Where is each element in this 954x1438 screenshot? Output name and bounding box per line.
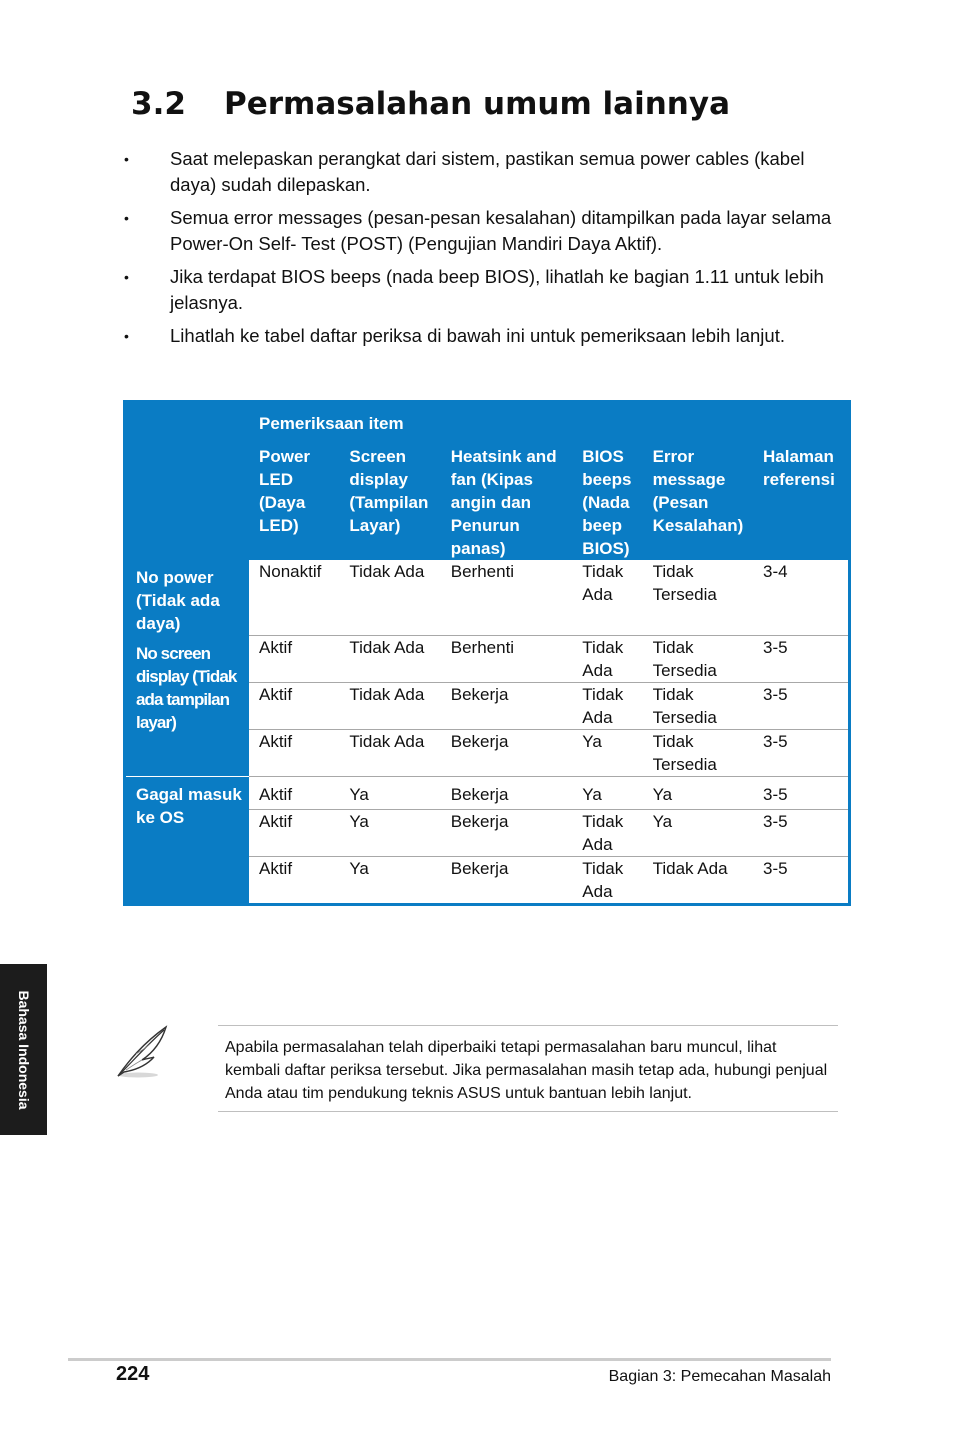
column-header-heatsink-fan: Heatsink and fan (Kipas angin dan Penurun panas) xyxy=(441,435,573,560)
bullet-text: Saat melepaskan perangkat dari sistem, pastikan semua power cables (kabel daya) sudah dilepaskan. xyxy=(170,148,805,195)
table-cell: Ya xyxy=(339,857,440,905)
table-cell: Tidak Ada xyxy=(339,683,440,730)
note-top-divider xyxy=(218,1025,838,1026)
table-cell: Bekerja xyxy=(441,857,573,905)
bullet-text: Semua error messages (pesan-pesan kesalahan) ditampilkan pada layar selama Power-On Self- Test (POST) (Pengujian Mandiri Daya Aktif). xyxy=(170,207,832,254)
table-corner-cell xyxy=(125,435,250,560)
bullet-marker: • xyxy=(124,210,129,226)
table-cell: Tidak Tersedia xyxy=(643,683,753,730)
table-row xyxy=(125,777,850,810)
bullet-item xyxy=(120,146,850,198)
table-cell: 3-5 xyxy=(753,810,849,857)
table-cell: 3-5 xyxy=(753,857,849,905)
table-cell: Tidak Ada xyxy=(339,730,440,777)
bullet-item xyxy=(120,264,850,316)
bullet-item xyxy=(120,205,850,257)
table-cell: Bekerja xyxy=(441,683,573,730)
table-cell: Bekerja xyxy=(441,777,573,810)
bullet-text: Lihatlah ke tabel daftar periksa di bawah ini untuk pemeriksaan lebih lanjut. xyxy=(170,325,785,346)
note-text: Apabila permasalahan telah diperbaiki tetapi permasalahan baru muncul, lihat kembali daftar periksa tersebut. Jika permasalahan masih tetap ada, hubungi penjual Anda atau tim pendukung teknis ASUS untuk bantuan lebih lanjut. xyxy=(225,1039,828,1102)
table-cell: Tidak Ada xyxy=(572,636,642,683)
table-corner-cell xyxy=(125,402,250,436)
bullet-text: Jika terdapat BIOS beeps (nada beep BIOS), lihatlah ke bagian 1.11 untuk lebih jelasnya. xyxy=(170,266,824,313)
table-cell: Ya xyxy=(572,730,642,777)
section-heading xyxy=(131,86,730,122)
bullet-item xyxy=(120,323,850,349)
bullet-list xyxy=(120,146,850,356)
table-cell: Aktif xyxy=(249,730,339,777)
table-group-header-row xyxy=(125,402,850,436)
table-cell: Ya xyxy=(339,810,440,857)
column-header-power-led: Power LED (Daya LED) xyxy=(249,435,339,560)
table-cell: Bekerja xyxy=(441,810,573,857)
table-cell: Ya xyxy=(339,777,440,810)
column-header-bios-beeps: BIOS beeps (Nada beep BIOS) xyxy=(572,435,642,560)
table-cell: Aktif xyxy=(249,777,339,810)
table-cell: 3-5 xyxy=(753,777,849,810)
table-cell: Tidak Ada xyxy=(572,560,642,636)
table-cell: Nonaktif xyxy=(249,560,339,636)
bullet-marker: • xyxy=(124,269,129,285)
column-header-error-message: Error message (Pesan Kesalahan) xyxy=(643,435,753,560)
table-cell: Aktif xyxy=(249,636,339,683)
bullet-marker: • xyxy=(124,328,129,344)
table-cell: 3-4 xyxy=(753,560,849,636)
note-bottom-divider xyxy=(218,1111,838,1112)
table-cell: 3-5 xyxy=(753,683,849,730)
feather-pen-icon xyxy=(112,1022,172,1082)
column-header-screen-display: Screen display (Tampilan Layar) xyxy=(339,435,440,560)
table-cell: Tidak Tersedia xyxy=(643,560,753,636)
table-cell: Ya xyxy=(572,777,642,810)
section-title: Permasalahan umum lainnya xyxy=(224,86,730,122)
table-group-header: Pemeriksaan item xyxy=(249,402,850,436)
bullet-marker: • xyxy=(124,151,129,167)
table-row xyxy=(125,560,850,636)
table-cell: Ya xyxy=(643,810,753,857)
checklist-table xyxy=(123,400,851,906)
table-cell: Ya xyxy=(643,777,753,810)
table-cell: Tidak Ada xyxy=(572,857,642,905)
table-cell: Tidak Tersedia xyxy=(643,636,753,683)
language-side-tab xyxy=(0,964,47,1135)
table-cell: Tidak Ada xyxy=(572,810,642,857)
table-cell: Tidak Tersedia xyxy=(643,730,753,777)
table-cell: Tidak Ada xyxy=(572,683,642,730)
table-cell: Berhenti xyxy=(441,560,573,636)
footer-chapter: Bagian 3: Pemecahan Masalah xyxy=(608,1368,831,1385)
footer-divider xyxy=(68,1358,831,1361)
table-cell: Aktif xyxy=(249,857,339,905)
table-row xyxy=(125,636,850,683)
side-tab-label: Bahasa Indonesia xyxy=(15,989,32,1110)
table-cell: Aktif xyxy=(249,683,339,730)
table-cell: Tidak Ada xyxy=(643,857,753,905)
table-cell: Tidak Ada xyxy=(339,560,440,636)
table-cell: Bekerja xyxy=(441,730,573,777)
table-cell: Aktif xyxy=(249,810,339,857)
table-cell: Tidak Ada xyxy=(339,636,440,683)
table-cell: 3-5 xyxy=(753,730,849,777)
column-header-reference-page: Halaman referensi xyxy=(753,435,849,560)
table-column-header-row xyxy=(125,435,850,560)
row-group-label: No screen display (Tidak ada tampilan layar) xyxy=(125,636,250,777)
page-number: 224 xyxy=(116,1363,150,1385)
table-cell: 3-5 xyxy=(753,636,849,683)
table-cell: Berhenti xyxy=(441,636,573,683)
row-group-label: No power (Tidak ada daya) xyxy=(125,560,250,636)
section-number: 3.2 xyxy=(131,86,186,122)
row-group-label: Gagal masuk ke OS xyxy=(125,777,250,905)
